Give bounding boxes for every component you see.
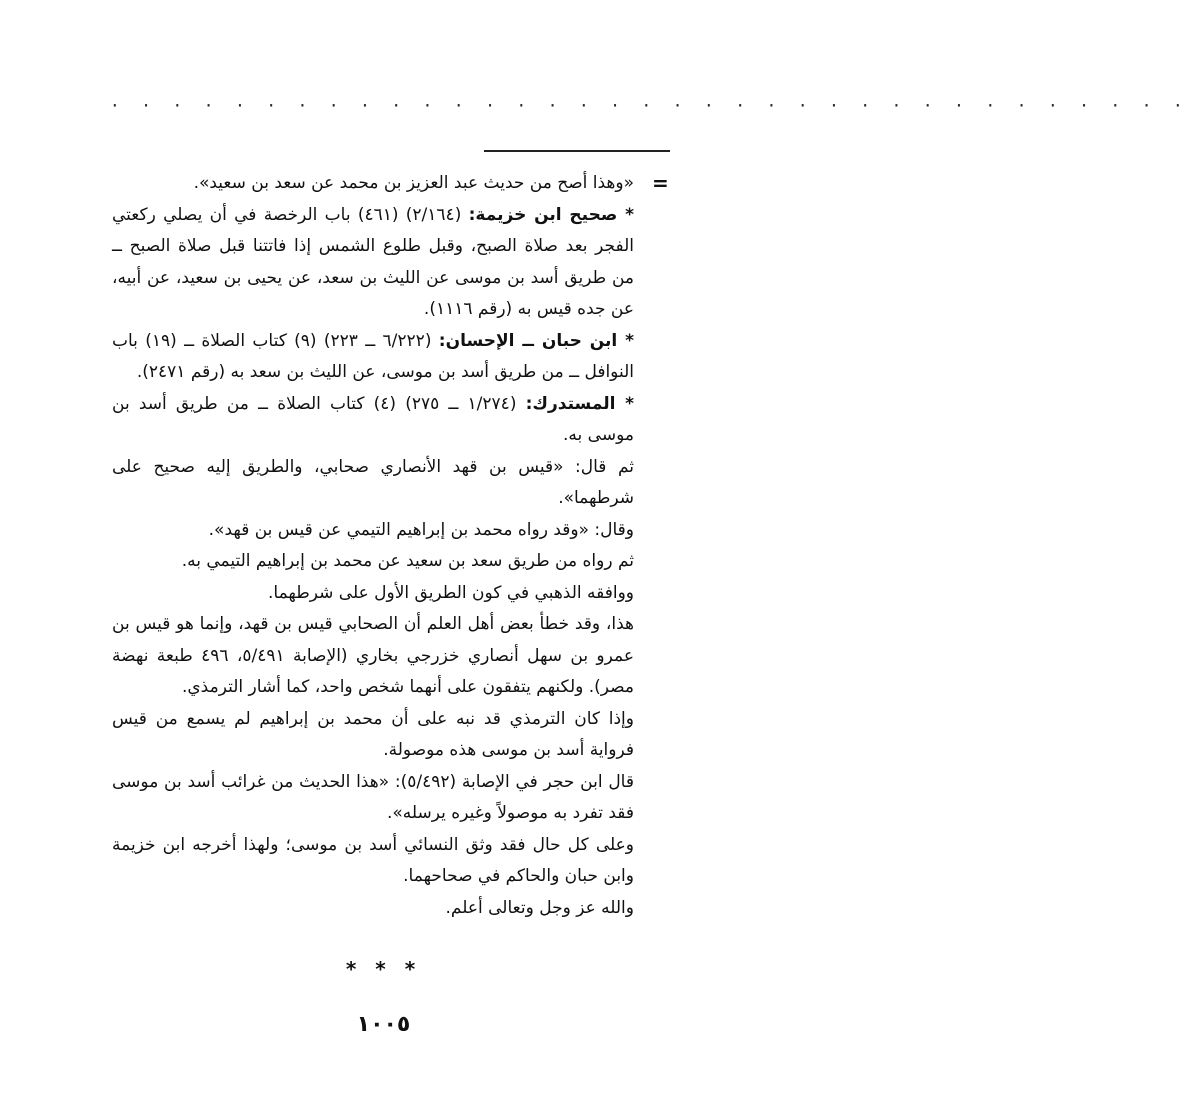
paragraph: هذا، وقد خطأ بعض أهل العلم أن الصحابي قيس بن قهد، وإنما هو قيس بن عمرو بن سهل أنصاري خزرجي بخاري (الإصابة ٥/٤٩١، ٤٩٦ طبعة نهضة مصر). ولكنهم يتفقون على أنهما شخص واحد، كما أشار الترمذي.: [112, 614, 634, 697]
paragraph: وقال: «وقد رواه محمد بن إبراهيم التيمي عن قيس بن قهد».: [208, 519, 634, 540]
paragraph: قال ابن حجر في الإصابة (٥/٤٩٢): «هذا الحديث من غرائب أسد بن موسى فقد تفرد به موصولاً وغيره يرسله».: [112, 771, 634, 823]
paragraph: وإذا كان الترمذي قد نبه على أن محمد بن إبراهيم لم يسمع من قيس فرواية أسد بن موسى هذه موصولة.: [112, 708, 634, 760]
dotted-separator: · · · · · · · · · · · · · · · · · · · · · · · · · · · · · · · · · · ·: [110, 96, 1189, 115]
paragraph: * ابن حبان ــ الإحسان: (٦/٢٢٢ ــ ٢٢٣) (٩) كتاب الصلاة ــ (١٩) باب النوافل ــ من طريق أسد بن موسى، عن الليث بن سعد به (رقم ٢٤٧١).: [112, 330, 634, 382]
paragraph: ثم رواه من طريق سعد بن سعيد عن محمد بن إبراهيم التيمي به.: [181, 551, 634, 571]
continuation-mark: =: [652, 171, 669, 195]
paragraph: والله عز وجل وتعالى أعلم.: [445, 897, 634, 918]
paragraph: * المستدرك: (١/٢٧٤ ــ ٢٧٥) (٤) كتاب الصلاة ــ من طريق أسد بن موسى به.: [112, 393, 635, 445]
section-separator: * * *: [345, 957, 422, 981]
paragraph: ووافقه الذهبي في كون الطريق الأول على شرطهما.: [267, 582, 634, 603]
footnote-body: [112, 168, 634, 924]
source-heading: * ابن حبان ــ الإحسان:: [438, 330, 634, 351]
paragraph: ثم قال: «قيس بن قهد الأنصاري صحابي، والطريق إليه صحيح على شرطهما».: [112, 456, 634, 508]
page-number: ١٠٠٥: [356, 1012, 411, 1037]
footnote-rule: [484, 150, 670, 152]
paragraph: «وهذا أصح من حديث عبد العزيز بن محمد عن سعد بن سعيد».: [193, 173, 634, 193]
paragraph: وعلى كل حال فقد وثق النسائي أسد بن موسى؛ ولهذا أخرجه ابن خزيمة وابن حبان والحاكم في صحاحهما.: [112, 834, 634, 886]
source-heading: * المستدرك:: [525, 393, 635, 414]
source-heading: * صحيح ابن خزيمة:: [468, 204, 634, 225]
paragraph: * صحيح ابن خزيمة: (٢/١٦٤) (٤٦١) باب الرخصة في أن يصلي ركعتي الفجر بعد صلاة الصبح، وقبل طلوع الشمس إذا فاتتنا قبل صلاة الصبح ــ من طريق أسد بن موسى عن الليث بن سعد، عن يحيى بن سعيد، عن أبيه، عن جده قيس به (رقم ١١١٦).: [112, 204, 634, 319]
